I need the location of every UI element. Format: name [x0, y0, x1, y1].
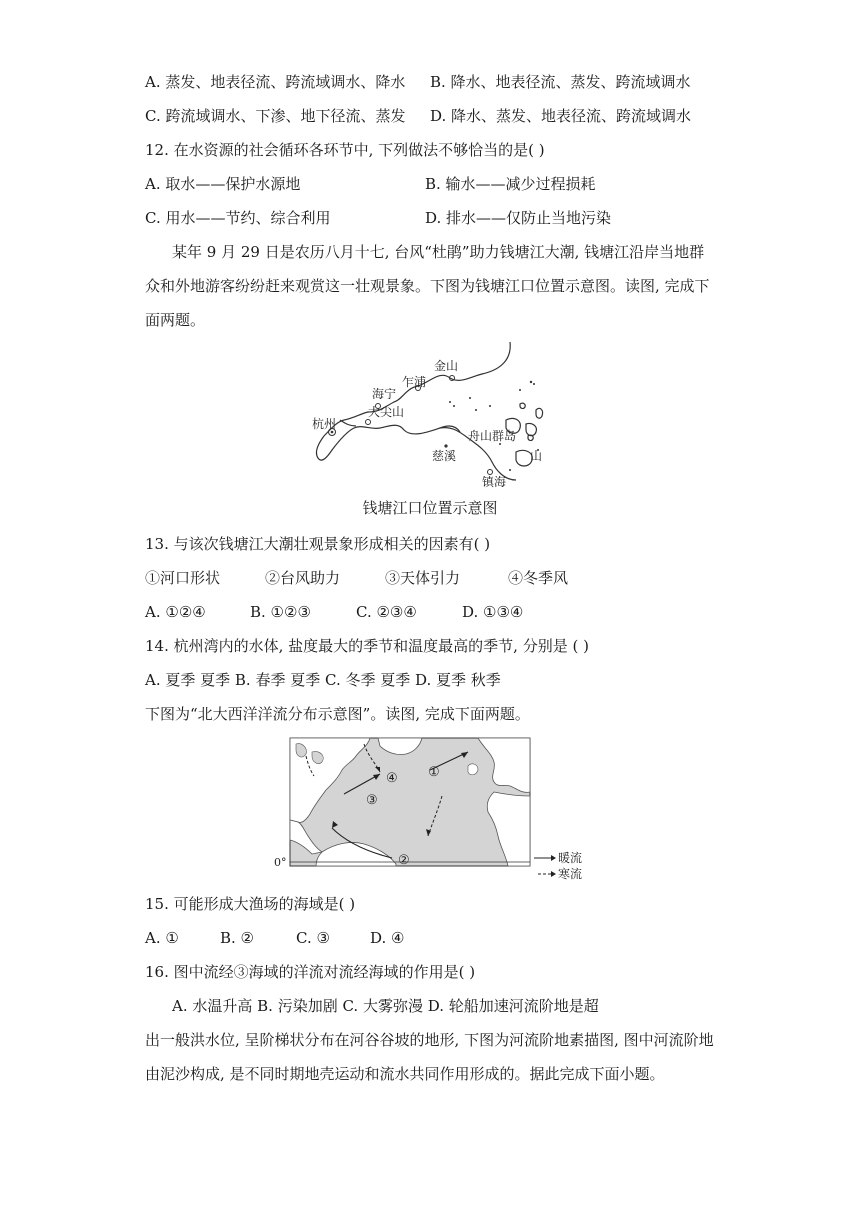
map1-label-hangzhou: 杭州: [312, 417, 337, 431]
map1-label-cixi: 慈溪: [432, 449, 457, 463]
legend-cold-label: 寒流: [558, 867, 583, 881]
map2-marker-4: ④: [386, 771, 398, 786]
q13-option-d: D. ①③④: [462, 603, 524, 621]
q13-option-c: C. ②③④: [356, 603, 417, 621]
q16-stem: 16. 图中流经③海域的洋流对流经海域的作用是( ): [145, 963, 476, 981]
passage2-line1: 下图为“北大西洋洋流分布示意图”。读图, 完成下面两题。: [145, 705, 530, 723]
map1-label-shan: 山: [530, 449, 543, 463]
q16-passage-line3: 由泥沙构成, 是不同时期地壳运动和流水共同作用形成的。据此完成下面小题。: [145, 1065, 665, 1083]
q11-option-c: C. 跨流域调水、下渗、地下径流、蒸发: [145, 107, 406, 125]
map1-label-zhoushan: 舟山群岛: [468, 429, 517, 443]
q12-option-c: C. 用水——节约、综合利用: [145, 209, 331, 227]
passage1-line2: 众和外地游客纷纷赶来观赏这一壮观景象。下图为钱塘江口位置示意图。读图, 完成下: [145, 277, 710, 295]
map1-label-zhenhai: 镇海: [482, 475, 507, 489]
q15-option-a: A. ①: [145, 929, 179, 947]
q13-factor-3: ③天体引力: [385, 569, 461, 587]
map2-legend: [536, 850, 596, 882]
map1-label-jinshan: 金山: [434, 359, 459, 373]
map2-marker-1: ①: [428, 765, 440, 780]
q11-option-d: D. 降水、蒸发、地表径流、跨流域调水: [430, 107, 692, 125]
q13-factor-2: ②台风助力: [265, 569, 341, 587]
map1-label-haining: 海宁: [372, 387, 397, 401]
map2-marker-2: ②: [398, 853, 410, 868]
map1-label-dajianshan: 大尖山: [368, 405, 405, 419]
q12-option-d: D. 排水——仅防止当地污染: [425, 209, 612, 227]
north-atlantic-currents-map: [272, 736, 562, 884]
map1-caption: 钱塘江口位置示意图: [362, 499, 498, 517]
q14-stem: 14. 杭州湾内的水体, 盐度最大的季节和温度最高的季节, 分别是 ( ): [145, 637, 589, 655]
q12-option-b: B. 输水——减少过程损耗: [425, 175, 596, 193]
q13-option-b: B. ①②③: [250, 603, 311, 621]
q16-options-line: A. 水温升高 B. 污染加剧 C. 大雾弥漫 D. 轮船加速河流阶地是超: [172, 997, 599, 1015]
q15-option-b: B. ②: [220, 929, 255, 947]
q13-factor-4: ④冬季风: [508, 569, 569, 587]
q13-factor-1: ①河口形状: [145, 569, 221, 587]
map2-marker-3: ③: [366, 793, 378, 808]
qiantang-estuary-map: [310, 340, 545, 490]
q11-option-a: A. 蒸发、地表径流、跨流域调水、降水: [145, 73, 406, 91]
q16-passage-line2: 出一般洪水位, 呈阶梯状分布在河谷谷坡的地形, 下图为河流阶地素描图, 图中河流阶地: [145, 1031, 714, 1049]
passage1-line3: 面两题。: [145, 311, 206, 329]
q15-option-d: D. ④: [370, 929, 405, 947]
legend-warm-label: 暖流: [558, 851, 583, 865]
q12-stem: 12. 在水资源的社会循环各环节中, 下列做法不够恰当的是( ): [145, 141, 545, 159]
q15-option-c: C. ③: [296, 929, 330, 947]
q11-option-b: B. 降水、地表径流、蒸发、跨流域调水: [430, 73, 691, 91]
q13-stem: 13. 与该次钱塘江大潮壮观景象形成相关的因素有( ): [145, 535, 491, 553]
passage1-line1: 某年 9 月 29 日是农历八月十七, 台风“杜鹃”助力钱塘江大潮, 钱塘江沿岸当地群: [172, 243, 705, 261]
map1-label-zhapu: 乍浦: [402, 375, 427, 389]
q12-option-a: A. 取水——保护水源地: [145, 175, 301, 193]
q14-options: A. 夏季 夏季 B. 春季 夏季 C. 冬季 夏季 D. 夏季 秋季: [145, 671, 501, 689]
q15-stem: 15. 可能形成大渔场的海域是( ): [145, 895, 356, 913]
map2-equator-label: 0°: [274, 856, 287, 869]
q13-option-a: A. ①②④: [145, 603, 206, 621]
